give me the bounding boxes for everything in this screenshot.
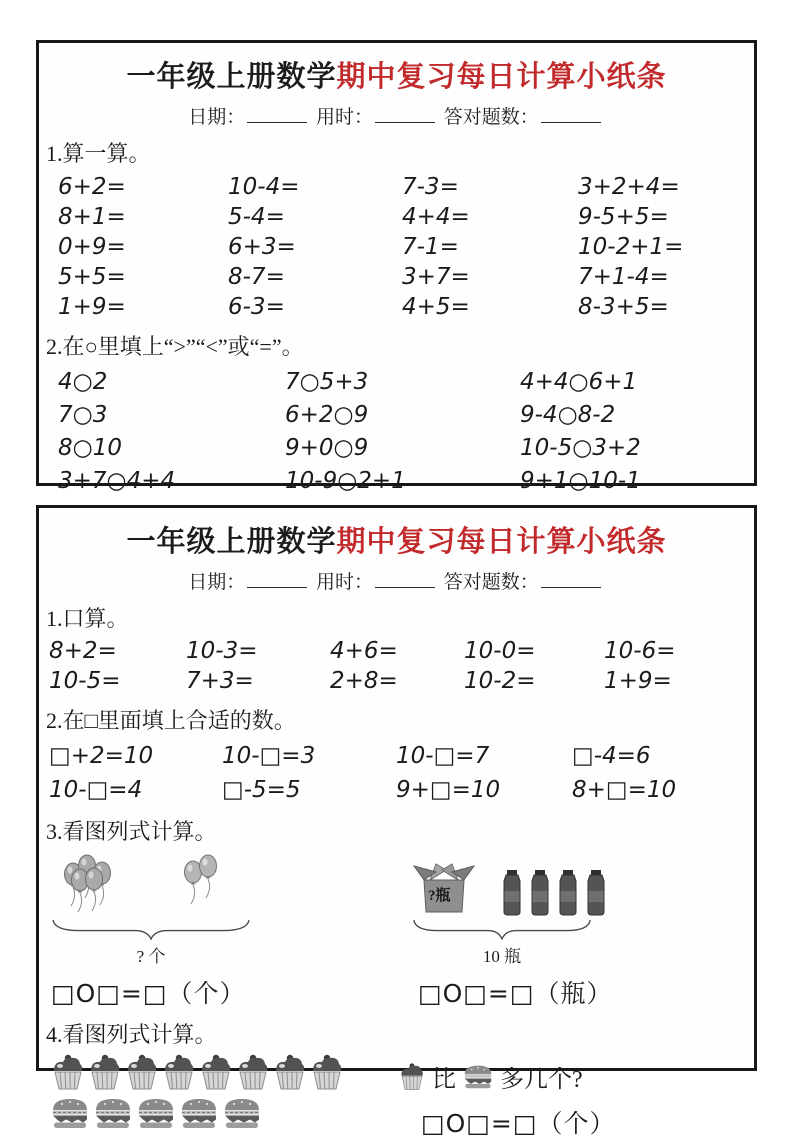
cupcake-icon — [162, 1053, 196, 1091]
balloon-brace-label: ? 个 — [136, 947, 166, 966]
problem: 8+2= — [49, 638, 117, 664]
date-line — [39, 567, 754, 594]
problem: □-5=5 — [222, 777, 301, 803]
score-blank[interactable] — [541, 570, 601, 588]
compare-question-block — [399, 1053, 616, 1140]
time-label: 用时： — [315, 107, 373, 128]
bottle-brace-label: 10 瓶 — [482, 947, 522, 966]
problem: 7○5+3 — [285, 369, 369, 395]
title-red-part: 期中复习每日计算小纸条 — [336, 61, 667, 93]
problem: □-4=6 — [572, 743, 651, 769]
problem: 8+□=10 — [572, 777, 677, 803]
problem: 8-3+5= — [578, 294, 669, 320]
cupcake-row — [51, 1053, 381, 1091]
carton-label: ?瓶 — [428, 888, 451, 904]
problem: 10-□=4 — [49, 777, 143, 803]
compare-question-text: 多几个? — [500, 1067, 583, 1093]
problem: 10-6= — [604, 638, 676, 664]
section-1-heading: 1.口算。 — [46, 606, 129, 631]
bottle-art — [412, 852, 662, 916]
problem: 5-4= — [228, 204, 285, 230]
problem: 10-5= — [49, 668, 121, 694]
problem: 4+6= — [330, 638, 398, 664]
balloon-brace-group — [51, 918, 251, 967]
balloon-cluster-left — [63, 854, 125, 916]
balloon-equation[interactable]: □O□=□（个） — [51, 979, 246, 1008]
cupcake-icon — [125, 1053, 159, 1091]
problem: 10-5○3+2 — [520, 435, 641, 461]
problem: 10-2= — [464, 668, 536, 694]
cupcake-icon — [273, 1053, 307, 1091]
section-1-heading: 1.算一算。 — [46, 141, 151, 166]
calc-problems-grid — [39, 172, 754, 322]
score-blank[interactable] — [541, 105, 601, 123]
bottle-brace-group — [412, 918, 592, 967]
compare-problems-grid — [39, 366, 754, 498]
bottle-icon — [584, 870, 608, 916]
score-label: 答对题数： — [443, 107, 539, 128]
time-label: 用时： — [315, 572, 373, 593]
title-red-part: 期中复习每日计算小纸条 — [336, 526, 667, 558]
problem: 9-4○8-2 — [520, 402, 616, 428]
problem: 10-2+1= — [578, 234, 684, 260]
problem: 1+9= — [604, 668, 672, 694]
balloon-cluster-right — [183, 854, 231, 916]
balloon-icon — [198, 854, 218, 900]
date-label: 日期： — [188, 107, 246, 128]
balloon-figure — [49, 852, 394, 1010]
problem: 3+7○4+4 — [58, 468, 176, 494]
underbrace-icon — [51, 918, 251, 941]
bottle-icon — [528, 870, 552, 916]
problem: 9+□=10 — [396, 777, 501, 803]
problem: 8○10 — [58, 435, 122, 461]
worksheet-1 — [36, 40, 757, 494]
problem: 7-3= — [402, 174, 459, 200]
balloon-icon — [84, 867, 104, 913]
hamburger-row — [51, 1097, 381, 1129]
bottle-icon — [556, 870, 580, 916]
problem: 2+8= — [330, 668, 398, 694]
compare-question — [399, 1059, 616, 1094]
date-label: 日期： — [188, 572, 246, 593]
date-line — [39, 102, 754, 129]
problem: 9+1○10-1 — [520, 468, 641, 494]
cupcake-icon — [236, 1053, 270, 1091]
section-4-heading: 4.看图列式计算。 — [46, 1022, 217, 1047]
problem: 0+9= — [58, 234, 126, 260]
problem: 5+5= — [58, 264, 126, 290]
hamburger-icon — [94, 1097, 132, 1129]
compare-problem-row — [39, 1053, 754, 1140]
bottle-equation[interactable]: □O□=□（瓶） — [418, 979, 613, 1008]
hamburger-icon — [180, 1097, 218, 1129]
cupcake-icon — [51, 1053, 85, 1091]
section-2-heading: 2.在□里面填上合适的数。 — [46, 708, 296, 733]
worksheet-title — [39, 54, 754, 95]
title-black-part: 一年级上册数学 — [126, 61, 337, 93]
score-label: 答对题数： — [443, 572, 539, 593]
carton-box-icon — [412, 858, 476, 916]
section-2-heading: 2.在○里填上“>”“<”或“=”。 — [46, 334, 304, 359]
section-3-heading: 3.看图列式计算。 — [46, 819, 217, 844]
bottle-icon — [500, 870, 524, 916]
problem: 1+9= — [58, 294, 126, 320]
cupcake-icon — [310, 1053, 344, 1091]
problem: 9-5+5= — [578, 204, 669, 230]
worksheet-2 — [36, 505, 757, 1138]
problem: 10-3= — [186, 638, 258, 664]
problem: 4+4○6+1 — [520, 369, 638, 395]
cupcake-icon — [199, 1053, 233, 1091]
problem: 4○2 — [58, 369, 108, 395]
compare-equation[interactable]: □O□=□（个） — [421, 1109, 616, 1138]
problem: 7-1= — [402, 234, 459, 260]
problem: 7○3 — [58, 402, 108, 428]
problem: 10-0= — [464, 638, 536, 664]
problem: 6-3= — [228, 294, 285, 320]
bottle-figure — [412, 852, 662, 1010]
hamburger-icon — [463, 1064, 493, 1089]
hamburger-icon — [137, 1097, 175, 1129]
problem: 9+0○9 — [285, 435, 369, 461]
fill-blank-grid — [39, 739, 754, 807]
problem: □+2=10 — [49, 743, 154, 769]
balloon-art — [49, 852, 394, 916]
compare-word: 比 — [432, 1067, 456, 1093]
problem: 6+3= — [228, 234, 296, 260]
problem: 3+2+4= — [578, 174, 680, 200]
date-blank[interactable] — [247, 105, 307, 123]
compare-art — [51, 1053, 381, 1140]
problem: 10-□=7 — [396, 743, 490, 769]
title-black-part: 一年级上册数学 — [126, 526, 337, 558]
time-blank[interactable] — [375, 570, 435, 588]
hamburger-icon — [223, 1097, 261, 1129]
problem: 10-□=3 — [222, 743, 316, 769]
oral-calc-grid — [39, 636, 754, 696]
problem: 3+7= — [402, 264, 470, 290]
date-blank[interactable] — [247, 570, 307, 588]
worksheet-title — [39, 519, 754, 560]
problem: 6+2○9 — [285, 402, 369, 428]
hamburger-icon — [51, 1097, 89, 1129]
problem: 10-9○2+1 — [285, 468, 406, 494]
underbrace-icon — [412, 918, 592, 941]
time-blank[interactable] — [375, 105, 435, 123]
cupcake-icon — [399, 1062, 425, 1091]
problem: 7+3= — [186, 668, 254, 694]
problem: 7+1-4= — [578, 264, 669, 290]
problem: 4+5= — [402, 294, 470, 320]
problem: 4+4= — [402, 204, 470, 230]
picture-problems-row — [39, 852, 754, 1010]
problem: 8+1= — [58, 204, 126, 230]
cupcake-icon — [88, 1053, 122, 1091]
problem: 6+2= — [58, 174, 126, 200]
problem: 8-7= — [228, 264, 285, 290]
bottle-row — [500, 870, 608, 916]
problem: 10-4= — [228, 174, 300, 200]
